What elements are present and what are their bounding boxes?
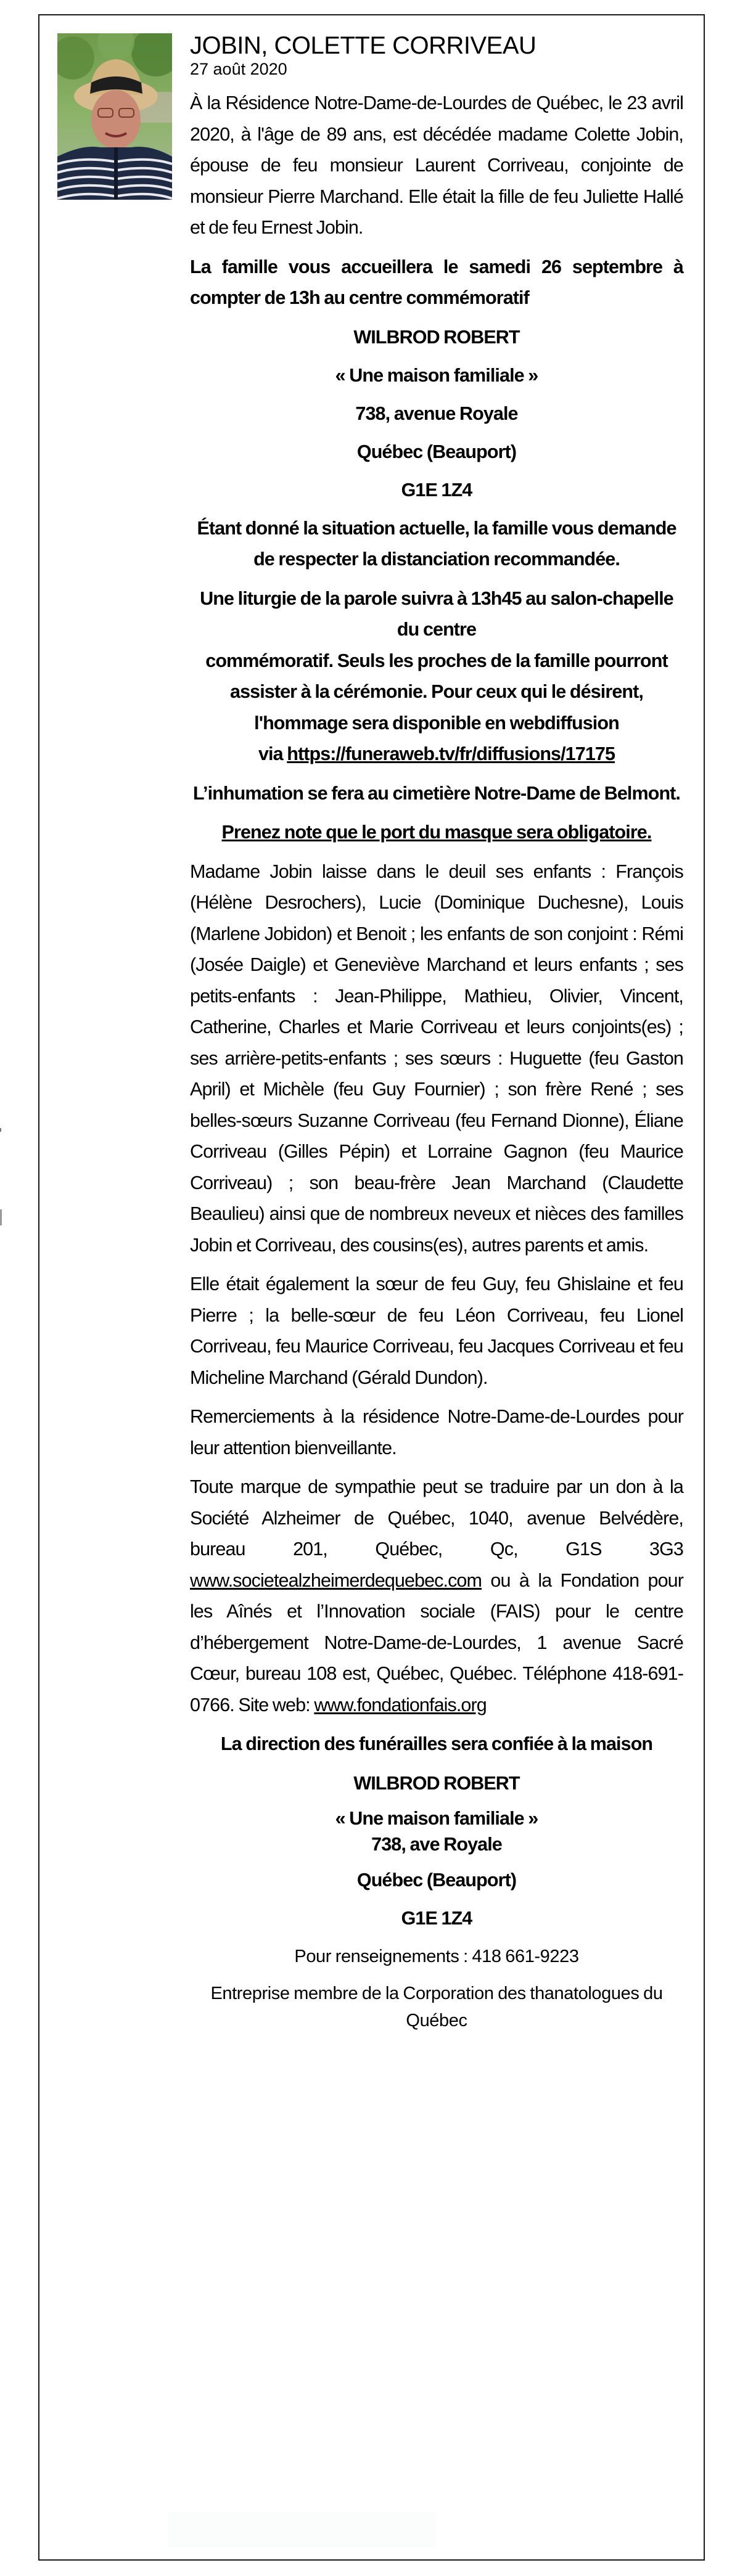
funeral-home-postal-code: G1E 1Z4 — [401, 1907, 472, 1929]
membership-notice: Entreprise membre de la Corporation des thanatologues du Québec — [210, 1984, 663, 2030]
liturgy-paragraph — [190, 583, 683, 645]
liturgy-paragraph-2 — [190, 645, 683, 770]
mask-notice: Prenez note que le port du masque sera obligatoire. — [221, 822, 652, 843]
funeral-home-slogan: « Une maison familiale » — [335, 1807, 538, 1829]
info-phone: Pour renseignements : 418 661-9223 — [294, 1946, 579, 1966]
faint-footer-box — [168, 2512, 435, 2547]
burial-notice: L’inhumation se fera au cimetière Notre-Dame de Belmont. — [192, 782, 681, 804]
publication-date: 27 août 2020 — [190, 60, 287, 78]
visitation-paragraph: La famille vous accueillera le samedi 26 septembre à compter de 13h au centre commémoratif — [190, 256, 683, 308]
funeral-home-block-2 — [190, 1768, 683, 1934]
intro-paragraph: À la Résidence Notre-Dame-de-Lourdes de Québec, le 23 avril 2020, à l'âge de 89 ans, est décédée madame Colette Jobin, épouse de feu monsieur Laurent Corriveau, conjointe de monsieur Pierre Marchand. Elle était la fille de feu Juliette Hallé et de feu Ernest Jobin. — [190, 92, 683, 238]
funeral-home-city: Québec (Beauport) — [356, 441, 517, 462]
survivors-paragraph: Madame Jobin laisse dans le deuil ses enfants : François (Hélène Desrochers), Lucie (Dominique Duchesne), Louis (Marlene Jobidon) et Benoit ; les enfants de son conjoint : Rémi (Josée Daigle) et Geneviève Marchand et leurs enfants ; ses petits-enfants : Jean-Philippe, Mathieu, Olivier, Vincent, Catherine, Charles et Marie Corriveau et leurs conjoints(es) ; ses arrière-petits-enfants ; ses sœurs : Huguette (feu Gaston April) et Michèle (feu Guy Fournier) ; son frère René ; ses belles-sœurs Suzanne Corriveau (feu Fernand Dionne), Éliane Corriveau (Gilles Pépin) et Lorraine Gagnon (feu Maurice Corriveau) ; son beau-frère Jean Marchand (Claudette Beaulieu) ainsi que de nombreux neveux et nièces des familles Jobin et Corriveau, des cousins(es), autres parents et amis. — [190, 861, 683, 1256]
funeral-home-address: 738, avenue Royale — [355, 403, 518, 424]
deceased-name: JOBIN, COLETTE CORRIVEAU — [190, 32, 536, 59]
funeral-home-city: Québec (Beauport) — [356, 1869, 517, 1891]
funeral-home-block-1 — [190, 322, 683, 506]
liturgy-line-1: Une liturgie de la parole suivra à 13h45 au salon-chapelle du centre — [200, 587, 673, 640]
edge-artifact — [0, 1209, 2, 1225]
alzheimer-society-link[interactable]: www.societealzheimerdequebec.com — [190, 1569, 482, 1591]
fondation-fais-link[interactable]: www.fondationfais.org — [314, 1694, 487, 1715]
donations-text-2: ou à la Fondation pour les Aînés et l’Innovation sociale (FAIS) pour le centre d’hébergement Notre-Dame-de-Lourdes, 1 avenue Sacré Cœur, bureau 108 est, Québec, Québec. Téléphone 418-691-0766. Site web: — [190, 1569, 683, 1715]
liturgy-line-2: commémoratif. Seuls les proches de la famille pourront assister à la cérémonie. Pour ceux qui le désirent, l'hommage sera disponible en webdiffusion — [205, 650, 668, 734]
funeral-home-postal-code: G1E 1Z4 — [401, 479, 472, 501]
deceased-photo — [57, 33, 172, 200]
webcast-link[interactable]: https://funeraweb.tv/fr/diffusions/17175 — [287, 743, 615, 764]
direction-notice: La direction des funérailles sera confiée à la maison — [220, 1733, 653, 1754]
obituary-content — [190, 32, 683, 2042]
thanks-paragraph: Remerciements à la résidence Notre-Dame-de-Lourdes pour leur attention bienveillante. — [190, 1406, 683, 1458]
distancing-notice: Étant donné la situation actuelle, la famille vous demande de respecter la distanciation recommandée. — [197, 517, 676, 570]
funeral-home-name: WILBROD ROBERT — [353, 326, 520, 348]
donations-paragraph — [190, 1471, 683, 1720]
edge-artifact — [0, 1128, 1, 1132]
donations-text-1: Toute marque de sympathie peut se traduire par un don à la Société Alzheimer de Québec, 1040, avenue Belvédère, bureau 201, Québec, Qc, G1S 3G3 — [190, 1476, 683, 1560]
predeceased-paragraph: Elle était également la sœur de feu Guy, feu Ghislaine et feu Pierre ; la belle-sœur de feu Léon Corriveau, feu Lionel Corriveau, feu Maurice Corriveau, feu Jacques Corriveau et feu Micheline Marchand (Gérald Dundon). — [190, 1274, 683, 1388]
via-label: via — [258, 743, 287, 764]
funeral-home-address: 738, ave Royale — [371, 1833, 502, 1855]
funeral-home-name: WILBROD ROBERT — [353, 1772, 520, 1794]
funeral-home-slogan: « Une maison familiale » — [335, 364, 538, 386]
portrait-image — [57, 33, 172, 200]
